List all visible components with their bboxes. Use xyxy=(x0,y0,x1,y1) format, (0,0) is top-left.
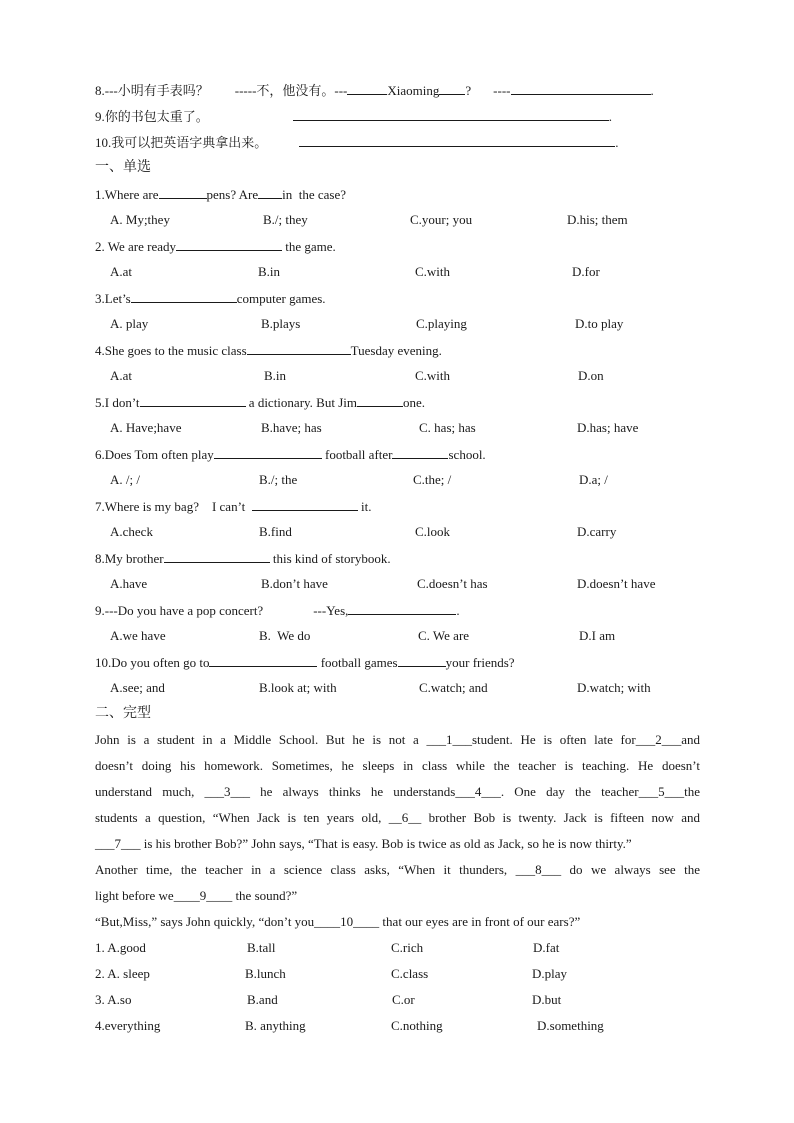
option-a[interactable]: A.at xyxy=(110,264,133,279)
question-5 xyxy=(95,394,425,410)
translation-item-9 xyxy=(95,108,612,124)
translation-prompt: 9.你的书包太重了。 xyxy=(95,109,209,124)
option-a[interactable]: A.we have xyxy=(110,628,166,643)
option-d[interactable]: D.for xyxy=(572,264,600,279)
option-d[interactable]: D.doesn’t have xyxy=(577,576,656,591)
option-a[interactable]: A. play xyxy=(110,316,149,331)
question-4 xyxy=(95,342,442,358)
question-text: 3.Let’s xyxy=(95,291,131,306)
option-d[interactable]: D.watch; with xyxy=(577,680,651,695)
answer-line[interactable] xyxy=(293,108,609,121)
answer-blank[interactable] xyxy=(131,290,237,303)
question-text: 4.She goes to the music class xyxy=(95,343,247,358)
question-2 xyxy=(95,238,336,254)
cloze-option-c[interactable]: C.nothing xyxy=(391,1018,443,1033)
option-c[interactable]: C.with xyxy=(415,368,451,383)
option-b[interactable]: B./; the xyxy=(259,472,298,487)
period: . xyxy=(608,109,613,124)
translation-word: Xiaoming xyxy=(387,83,440,98)
passage-line: Another time, the teacher in a science class asks, “When it thunders, ___8___ do we always see the xyxy=(95,862,700,877)
answer-blank[interactable] xyxy=(357,394,403,407)
answer-blank[interactable] xyxy=(164,550,270,563)
cloze-option-a[interactable]: 3. A.so xyxy=(95,992,132,1007)
option-b[interactable]: B.have; has xyxy=(261,420,322,435)
option-b[interactable]: B.don’t have xyxy=(261,576,328,591)
period: . xyxy=(650,83,654,98)
cloze-option-c[interactable]: C.or xyxy=(392,992,415,1007)
option-a[interactable]: A. Have;have xyxy=(110,420,182,435)
cloze-option-b[interactable]: B.and xyxy=(247,992,278,1007)
question-text: 8.My brother xyxy=(95,551,164,566)
question-text: 2. We are ready xyxy=(95,239,177,254)
cloze-option-c[interactable]: C.class xyxy=(391,966,429,981)
translation-item-8 xyxy=(95,82,654,98)
cloze-option-b[interactable]: B.tall xyxy=(247,940,276,955)
question-10 xyxy=(95,654,515,670)
question-text: pens? Are xyxy=(206,187,259,202)
answer-blank[interactable] xyxy=(511,82,651,95)
option-d[interactable]: D.a; / xyxy=(579,472,608,487)
question-text: it. xyxy=(357,499,372,514)
answer-blank[interactable] xyxy=(140,394,246,407)
answer-blank[interactable] xyxy=(439,82,465,95)
option-a[interactable]: A.have xyxy=(110,576,148,591)
answer-blank[interactable] xyxy=(347,82,387,95)
question-text: the game. xyxy=(282,239,336,254)
question-text: one. xyxy=(403,395,426,410)
option-d[interactable]: D.his; them xyxy=(567,212,628,227)
cloze-option-a[interactable]: 1. A.good xyxy=(95,940,146,955)
question-1 xyxy=(95,186,346,202)
option-c[interactable]: C.the; / xyxy=(413,472,452,487)
passage-line: “But,Miss,” says John quickly, “don’t you____10____ that our eyes are in front of our ears?” xyxy=(95,914,581,929)
cloze-option-a[interactable]: 4.everything xyxy=(95,1018,161,1033)
answer-blank[interactable] xyxy=(398,654,446,667)
translation-item-10 xyxy=(95,134,619,150)
section-title-cloze: 二、完型 xyxy=(95,706,151,721)
cloze-option-d[interactable]: D.play xyxy=(532,966,568,981)
answer-blank[interactable] xyxy=(252,498,358,511)
cloze-option-d[interactable]: D.something xyxy=(537,1018,604,1033)
option-b[interactable]: B.look at; with xyxy=(259,680,337,695)
option-c[interactable]: C.look xyxy=(415,524,451,539)
option-d[interactable]: D.to play xyxy=(575,316,624,331)
option-b[interactable]: B. We do xyxy=(259,628,311,643)
passage-line: ___7___ is his brother Bob?” John says, “That is easy. Bob is twice as old as Jack, so he is now thirty.” xyxy=(95,836,632,851)
answer-blank[interactable] xyxy=(159,186,207,199)
option-c[interactable]: C.doesn’t has xyxy=(417,576,488,591)
translation-prompt: 8.---小明有手表吗？ xyxy=(95,83,209,98)
question-text: in the case? xyxy=(282,187,347,202)
option-b[interactable]: B./; they xyxy=(263,212,308,227)
cloze-option-b[interactable]: B.lunch xyxy=(245,966,286,981)
option-c[interactable]: C.your; you xyxy=(410,212,473,227)
question-text: 6.Does Tom often play xyxy=(95,447,214,462)
question-text: ---Yes, xyxy=(313,603,349,618)
passage-line: doesn’t doing his homework. Sometimes, he sleeps in class while the teacher is teaching. He doesn’t xyxy=(95,758,700,773)
question-text: 5.I don’t xyxy=(95,395,140,410)
question-text: 1.Where are xyxy=(95,187,159,202)
option-c[interactable]: C.playing xyxy=(416,316,467,331)
dash: ---- xyxy=(493,83,511,98)
option-c[interactable]: C. has; has xyxy=(419,420,476,435)
option-c[interactable]: C.with xyxy=(415,264,451,279)
cloze-option-d[interactable]: D.fat xyxy=(533,940,560,955)
passage-line: John is a student in a Middle School. But he is not a ___1___student. He is often late for___2___and xyxy=(95,732,700,747)
cloze-option-d[interactable]: D.but xyxy=(532,992,562,1007)
question-9 xyxy=(95,602,460,618)
cloze-option-b[interactable]: B. anything xyxy=(245,1018,306,1033)
option-a[interactable]: A.check xyxy=(110,524,153,539)
question-text: 7.Where is my bag? I can’t xyxy=(95,499,252,514)
answer-blank[interactable] xyxy=(176,238,282,251)
cloze-option-a[interactable]: 2. A. sleep xyxy=(95,966,150,981)
option-b[interactable]: B.in xyxy=(264,368,287,383)
passage-line: light before we____9____ the sound?” xyxy=(95,888,298,903)
passage-line: students a question, “When Jack is ten years old, __6__ brother Bob is twenty. Jack is fifteen now and xyxy=(95,810,700,825)
question-text: computer games. xyxy=(236,291,326,306)
period: . xyxy=(615,135,619,150)
question-3 xyxy=(95,290,326,306)
answer-blank[interactable] xyxy=(214,446,322,459)
answer-blank[interactable] xyxy=(348,602,456,615)
answer-line[interactable] xyxy=(299,134,615,147)
translation-answer-prefix: -----不，他没有。--- xyxy=(234,83,348,98)
option-b[interactable]: B.find xyxy=(259,524,292,539)
option-d[interactable]: D.has; have xyxy=(577,420,639,435)
question-6 xyxy=(95,446,486,462)
option-a[interactable]: A. My;they xyxy=(110,212,170,227)
question-text: 10.Do you often go to xyxy=(95,655,210,670)
translation-prompt: 10.我可以把英语字典拿出来。 xyxy=(95,135,268,150)
option-a[interactable]: A.at xyxy=(110,368,133,383)
question-text: 9.---Do you have a pop concert? xyxy=(95,603,264,618)
option-d[interactable]: D.I am xyxy=(579,628,616,643)
question-text: Tuesday evening. xyxy=(350,343,442,358)
option-c[interactable]: C.watch; and xyxy=(419,680,488,695)
question-text: football after xyxy=(321,447,393,462)
answer-blank[interactable] xyxy=(209,654,317,667)
option-a[interactable]: A. /; / xyxy=(110,472,140,487)
period: . xyxy=(456,603,460,618)
question-text: this kind of storybook. xyxy=(269,551,391,566)
question-8 xyxy=(95,550,391,566)
question-text: school. xyxy=(448,447,486,462)
option-d[interactable]: D.carry xyxy=(577,524,617,539)
question-text: a dictionary. But Jim xyxy=(245,395,357,410)
option-b[interactable]: B.in xyxy=(258,264,281,279)
answer-blank[interactable] xyxy=(258,186,282,199)
answer-blank[interactable] xyxy=(392,446,448,459)
option-c[interactable]: C. We are xyxy=(418,628,470,643)
question-mark: ? xyxy=(465,83,472,98)
question-7 xyxy=(95,498,372,514)
cloze-option-c[interactable]: C.rich xyxy=(391,940,424,955)
option-a[interactable]: A.see; and xyxy=(110,680,165,695)
question-text: your friends? xyxy=(445,655,515,670)
question-text: football games xyxy=(317,655,398,670)
passage-line: understand much, ___3___ he always thinks he understands___4___. One day the teacher___5___the xyxy=(95,784,700,799)
section-title-single-choice: 一、单选 xyxy=(95,160,151,175)
option-d[interactable]: D.on xyxy=(578,368,604,383)
answer-blank[interactable] xyxy=(247,342,351,355)
option-b[interactable]: B.plays xyxy=(261,316,301,331)
